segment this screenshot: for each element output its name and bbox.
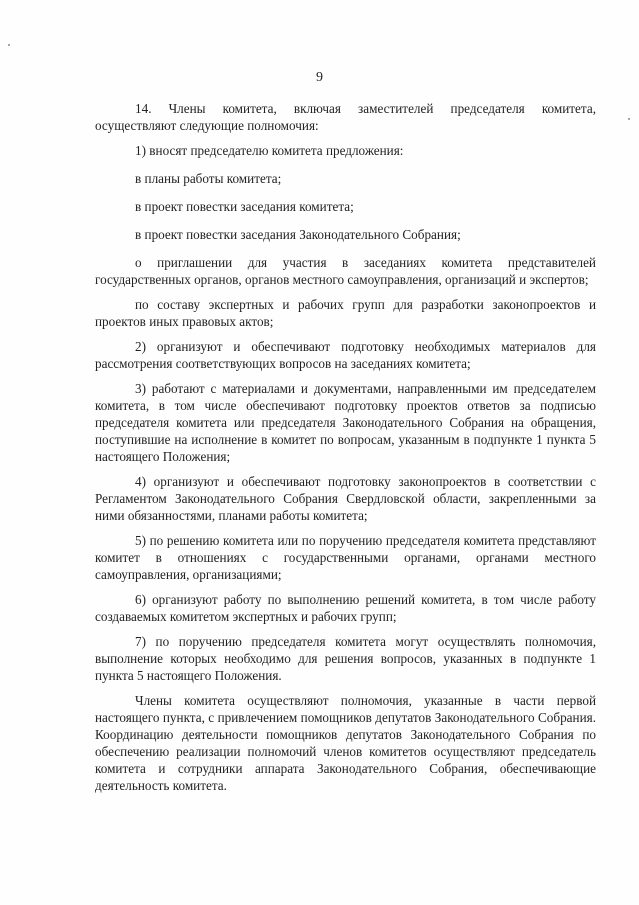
page-number: 9: [316, 70, 323, 85]
paragraph: 5) по решению комитета или по поручению председателя комитета представляют комитет в отношениях с государственными органами, органами местного самоуправления, организациями;: [95, 533, 596, 582]
paragraph: Члены комитета осуществляют полномочия, указанные в части первой настоящего пункта, с привлечением помощников депутатов Законодательного Собрания. Координацию деятельности помощников депутатов Законодательного Собрания по обеспечению реализации полномочий членов комитетов осуществляют председатель комитета и сотрудники аппарата Законодательного Собрания, обеспечивающие деятельность комитета.: [95, 693, 596, 793]
paragraph: 6) организуют работу по выполнению решений комитета, в том числе работу создаваемых комитетом экспертных и рабочих групп;: [95, 592, 596, 624]
paragraph: 7) по поручению председателя комитета могут осуществлять полномочия, выполнение которых необходимо для решения вопросов, указанных в подпункте 1 пункта 5 настоящего Положения.: [95, 634, 596, 683]
document-body: [95, 100, 596, 802]
paragraph: по составу экспертных и рабочих групп для разработки законопроектов и проектов иных правовых актов;: [95, 297, 596, 329]
paragraph: 1) вносят председателю комитета предложения:: [135, 143, 404, 158]
paragraph: 14. Члены комитета, включая заместителей председателя комитета, осуществляют следующие полномочия:: [95, 101, 596, 133]
paragraph: в планы работы комитета;: [135, 171, 282, 186]
paragraph: в проект повестки заседания Законодательного Собрания;: [135, 227, 461, 242]
scan-speck: [8, 44, 10, 46]
paragraph: 4) организуют и обеспечивают подготовку законопроектов в соответствии с Регламентом Законодательного Собрания Свердловской области, закрепленными за ними обязанностями, планами работы комитета;: [95, 474, 596, 523]
paragraph: в проект повестки заседания комитета;: [135, 199, 354, 214]
paragraph: 2) организуют и обеспечивают подготовку необходимых материалов для рассмотрения соответствующих вопросов на заседаниях комитета;: [95, 339, 596, 371]
scan-speck: [628, 118, 630, 120]
paragraph: 3) работают с материалами и документами, направленными им председателем комитета, в том числе обеспечивают подготовку проектов ответов за подписью председателя комитета или председателя Законодательного Собрания на обращения, поступившие на исполнение в комитет по вопросам, указанным в подпункте 1 пункта 5 настоящего Положения;: [95, 381, 596, 464]
paragraph: о приглашении для участия в заседаниях комитета представителей государственных органов, органов местного самоуправления, организаций и экспертов;: [95, 255, 596, 287]
